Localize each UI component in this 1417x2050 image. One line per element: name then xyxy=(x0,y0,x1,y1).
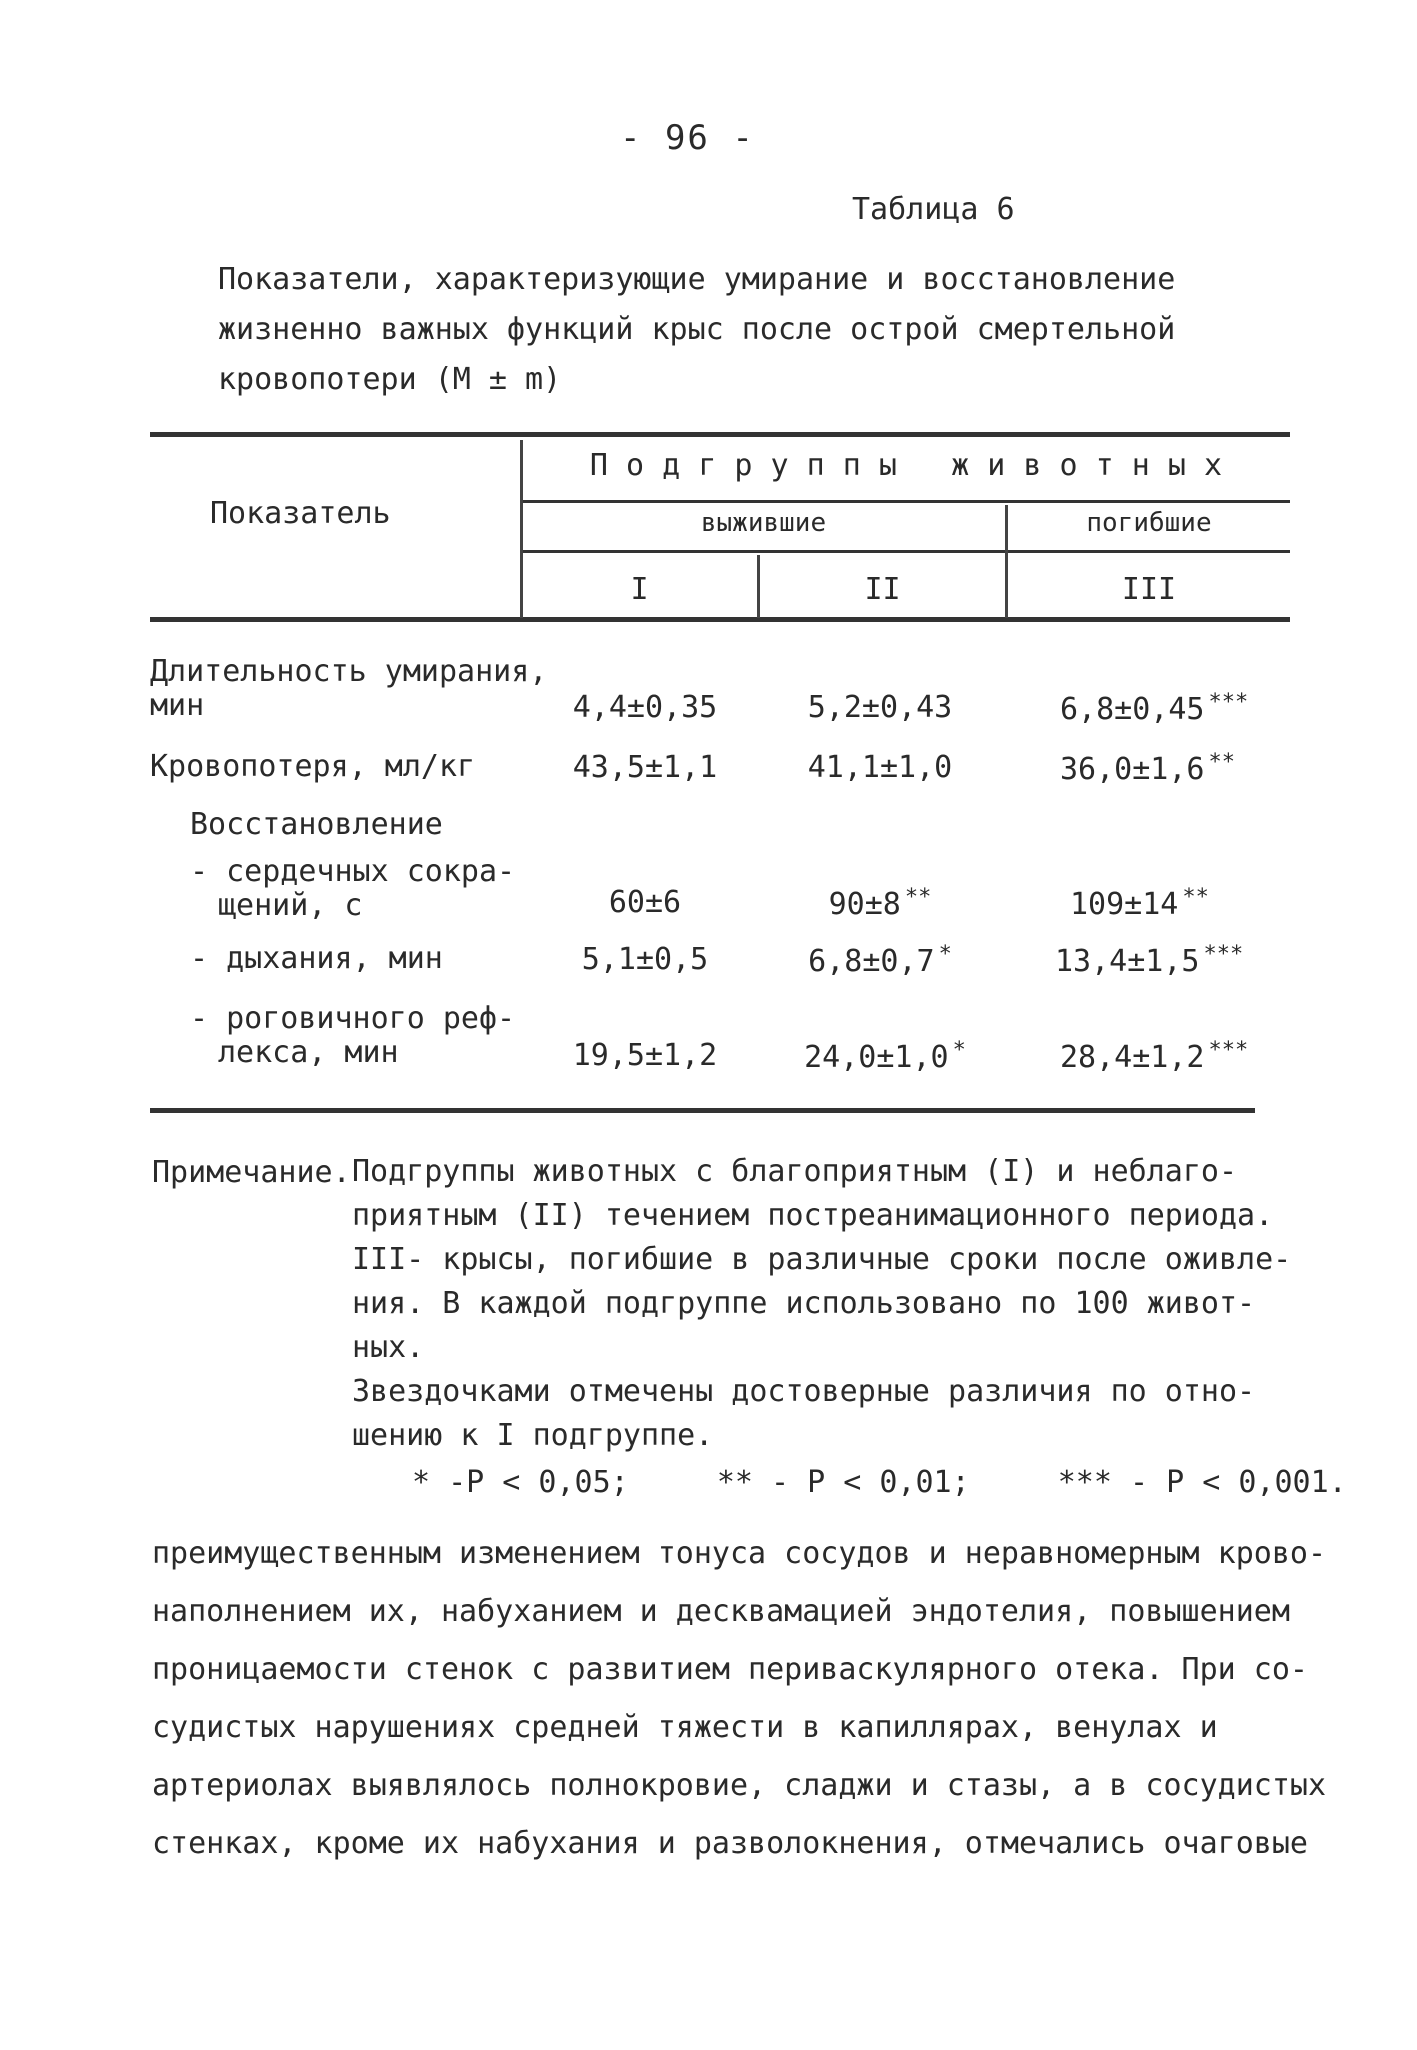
table-row-label: Длительность умирания, мин xyxy=(150,654,548,723)
caption-line: кровопотери (M ± m) xyxy=(218,362,562,397)
paragraph-line: судистых нарушениях средней тяжести в капиллярах, венулах и xyxy=(152,1710,1218,1745)
significance-p0001: *** - P < 0,001. xyxy=(1057,1465,1347,1500)
caption-line: Показатели, характеризующие умирание и восстановление xyxy=(218,262,1176,297)
significance-p001: ** - P < 0,01; xyxy=(716,1465,970,1500)
paragraph-line: проницаемости стенок с развитием периваскулярного отека. При со- xyxy=(152,1652,1308,1687)
table-caption xyxy=(218,255,1218,405)
column-II: II xyxy=(864,572,901,607)
column-header-indicator: Показатель xyxy=(210,496,391,531)
table-cell: 4,4±0,35 xyxy=(572,690,718,725)
paragraph-line: стенках, кроме их набухания и разволокнения, отмечались очаговые xyxy=(152,1826,1308,1861)
table-cell: 6,8±0,7 * xyxy=(808,942,952,979)
table-row-label: - дыхания, мин xyxy=(190,941,443,976)
paragraph-line: преимущественным изменением тонуса сосудов и неравномерным крово- xyxy=(152,1536,1326,1571)
table-row-label: - сердечных сокра- щений, с xyxy=(190,854,516,923)
table-label: Таблица 6 xyxy=(852,192,1015,227)
column-I: I xyxy=(630,572,649,607)
table-note xyxy=(352,1150,1292,1458)
table-cell: 43,5±1,1 xyxy=(572,750,718,785)
table-row-label: - роговичного реф- лекса, мин xyxy=(190,1001,516,1070)
table-top-rule xyxy=(150,432,1290,437)
table-cell: 13,4±1,5 *** xyxy=(1055,942,1244,979)
significance-p005: * -P < 0,05; xyxy=(412,1465,629,1500)
table-cell: 28,4±1,2 *** xyxy=(1060,1038,1249,1075)
table-cell: 109±14 ** xyxy=(1070,885,1209,922)
table-row-label: Восстановление xyxy=(190,807,443,842)
table-cell: 19,5±1,2 xyxy=(572,1038,718,1073)
caption-line: жизненно важных функций крыс после острой смертельной xyxy=(218,312,1176,347)
table-cell: 6,8±0,45 *** xyxy=(1060,690,1249,727)
subgroup-rule xyxy=(522,550,1290,553)
significance-legend xyxy=(412,1465,1417,1500)
table-bottom-rule xyxy=(150,1108,1255,1113)
body-paragraph xyxy=(152,1525,1326,1873)
note-line: Подгруппы животных с благоприятным (I) и неблаго- xyxy=(352,1154,1238,1189)
page-number: - 96 - xyxy=(620,118,755,158)
table-cell: 41,1±1,0 xyxy=(807,750,953,785)
column-III: III xyxy=(1121,572,1177,607)
table-row-label: Кровопотеря, мл/кг xyxy=(150,749,476,784)
table-cell: 24,0±1,0 * xyxy=(804,1038,966,1075)
column-header-subgroups: П о д г р у п п ы ж и в о т н ы х xyxy=(589,448,1223,483)
note-line: III- крысы, погибшие в различные сроки после оживле- xyxy=(352,1242,1292,1277)
subheader-died: погибшие xyxy=(1086,508,1212,538)
header-bottom-rule xyxy=(150,617,1290,622)
note-label: Примечание. xyxy=(152,1155,351,1190)
group-rule xyxy=(522,500,1290,503)
note-line: Звездочками отмечены достоверные различия по отно- xyxy=(352,1374,1256,1409)
paragraph-line: артериолах выявлялось полнокровие, сладжи и стазы, а в сосудистых xyxy=(152,1768,1326,1803)
note-line: шению к I подгруппе. xyxy=(352,1418,714,1453)
table-cell: 36,0±1,6 ** xyxy=(1060,750,1235,787)
note-line: ния. В каждой подгруппе использовано по 100 живот- xyxy=(352,1286,1256,1321)
table-cell: 60±6 xyxy=(608,885,682,920)
table-cell: 5,1±0,5 xyxy=(581,942,709,977)
table-cell: 90±8 ** xyxy=(828,885,932,922)
subheader-survived: выжившие xyxy=(700,508,827,538)
note-line: приятным (II) течением постреанимационного периода. xyxy=(352,1198,1274,1233)
paragraph-line: наполнением их, набуханием и десквамацией эндотелия, повышением xyxy=(152,1594,1290,1629)
table-cell: 5,2±0,43 xyxy=(807,690,953,725)
note-line: ных. xyxy=(352,1330,425,1365)
